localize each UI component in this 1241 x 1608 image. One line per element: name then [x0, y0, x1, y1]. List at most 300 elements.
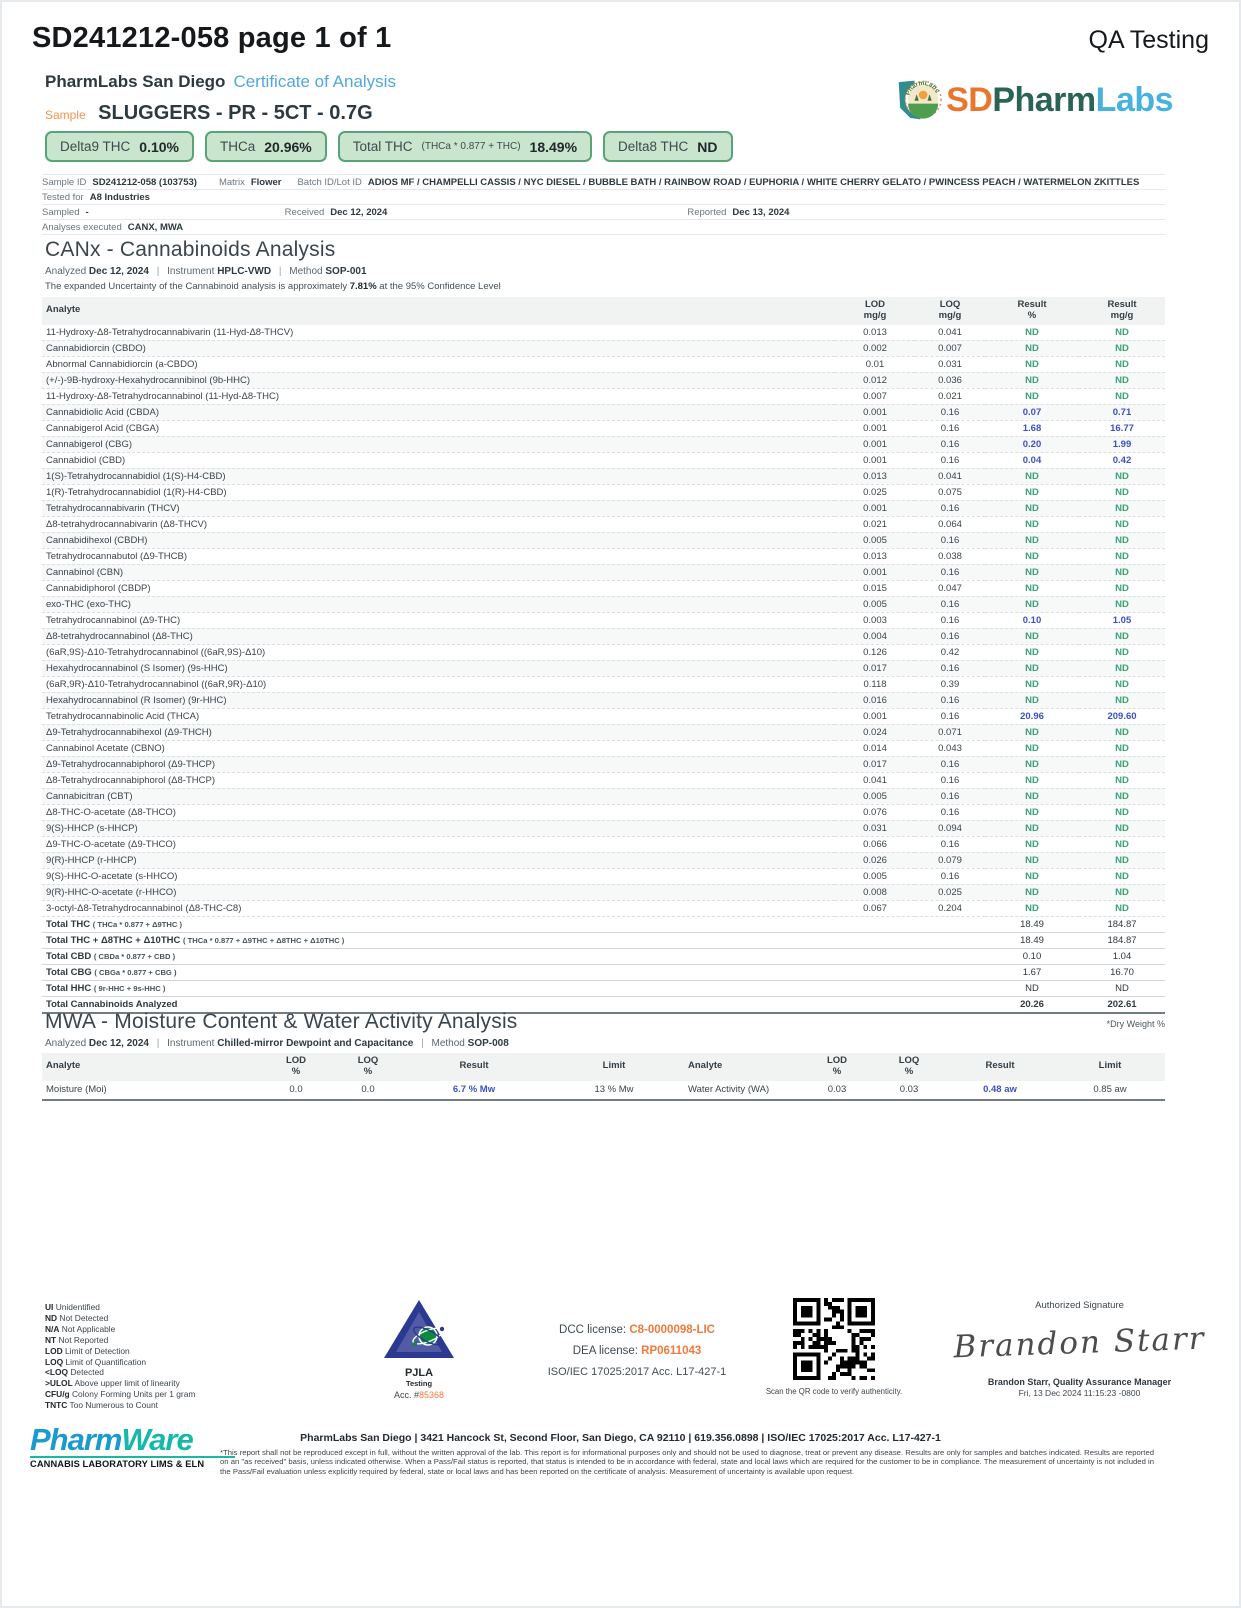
total-result-mgg-cell: 1.04 — [1079, 948, 1165, 964]
legend-abbr: CFU/g — [45, 1389, 70, 1400]
instrument-value: Chilled-mirror Dewpoint and Capacitance — [217, 1038, 414, 1049]
total-result-pct-cell: 20.26 — [985, 996, 1079, 1013]
qr-caption: Scan the QR code to verify authenticity. — [765, 1387, 903, 1396]
result-pct-cell: ND — [985, 340, 1079, 356]
result-pct-cell: ND — [985, 325, 1079, 341]
analyte-row — [42, 372, 1165, 388]
authorized-signature-label: Authorized Signature — [1035, 1300, 1124, 1311]
lod-cell: 0.004 — [835, 628, 915, 644]
analyte-row — [42, 708, 1165, 724]
loq-cell: 0.16 — [915, 692, 985, 708]
legend-item: ND Not Detected — [45, 1312, 109, 1323]
result-mgg-cell: ND — [1079, 548, 1165, 564]
lod-cell: 0.005 — [835, 596, 915, 612]
license-block — [507, 1324, 767, 1378]
analyte-name-cell: (+/-)-9B-hydroxy-Hexahydrocannibinol (9b-HHC) — [42, 372, 835, 388]
signature-block — [947, 1300, 1212, 1398]
signer-name-title: Brandon Starr, Quality Assurance Manager — [987, 1377, 1172, 1387]
tested-for-value: A8 Industries — [89, 191, 150, 203]
result-pct-cell: 1.68 — [985, 420, 1079, 436]
water-activity-limit: 0.85 aw — [1055, 1081, 1165, 1100]
certificate-of-analysis-label: Certificate of Analysis — [233, 72, 396, 91]
total-result-pct-cell: 0.10 — [985, 948, 1079, 964]
total-result-pct-cell: 18.49 — [985, 916, 1079, 932]
loq-cell: 0.204 — [915, 900, 985, 916]
analyte-name-cell: Δ8-THC-O-acetate (Δ8-THCO) — [42, 804, 835, 820]
lod-cell: 0.025 — [835, 484, 915, 500]
sample-title-line — [45, 102, 373, 125]
analyte-name-cell: 1(S)-Tetrahydrocannabidiol (1(S)-H4-CBD) — [42, 468, 835, 484]
uncertainty-post: at the 95% Confidence Level — [376, 281, 501, 292]
legend-abbr: ND — [45, 1312, 58, 1323]
lod-cell: 0.021 — [835, 516, 915, 532]
analyte-name-cell: (6aR,9R)-Δ10-Tetrahydrocannabinol ((6aR,9R)-Δ10) — [42, 676, 835, 692]
total-row — [42, 980, 1165, 996]
loq-cell: 0.041 — [915, 325, 985, 341]
sample-info-row-1 — [42, 174, 1165, 190]
result-mgg-cell: 0.71 — [1079, 404, 1165, 420]
separator: | — [156, 1038, 160, 1049]
result-mgg-cell: ND — [1079, 900, 1165, 916]
analyte-row — [42, 820, 1165, 836]
report-disclaimer: *This report shall not be reproduced except in full, without the written approval of the lab. This report is for informational purposes only and should not be used to diagnose, treat or prevent any disease. Results are only for samples and batches indicated. Results are reported on an "as received" basis, unless indicated otherwise. When a Pass/Fail status is reported, that status is intended to be in accordance with federal, state and local laws which are required for the customer to be in compliance. The measurement of uncertainty is not included in the Pass/Fail evaluation unless explicitly required by federal, state or local laws and has been reported on the certificate of analysis. Measurement of uncertainty is available upon request. — [220, 1448, 1154, 1476]
instrument-label: Instrument — [167, 266, 215, 277]
result-mgg-cell: ND — [1079, 356, 1165, 372]
reported-label: Reported — [687, 206, 727, 218]
pharmware-part1: Pharm — [30, 1422, 122, 1457]
analyte-name-cell: Cannabidiorcin (CBDO) — [42, 340, 835, 356]
result-mgg-cell: ND — [1079, 644, 1165, 660]
analyte-name-cell: Cannabigerol (CBG) — [42, 436, 835, 452]
result-pct-cell: ND — [985, 628, 1079, 644]
brand-wordmark — [946, 81, 1173, 120]
analyte-name-cell: 9(S)-HHC-O-acetate (s-HHCO) — [42, 868, 835, 884]
cannabinoids-section — [42, 238, 1165, 1029]
result-pct-cell: ND — [985, 660, 1079, 676]
instrument-value: HPLC-VWD — [217, 266, 272, 277]
analyte-row — [42, 644, 1165, 660]
loq-cell: 0.39 — [915, 676, 985, 692]
lod-cell: 0.017 — [835, 756, 915, 772]
loq-cell: 0.42 — [915, 644, 985, 660]
badge-label: THCa — [219, 139, 256, 154]
result-mgg-cell: ND — [1079, 692, 1165, 708]
pjla-accreditation-block — [364, 1298, 474, 1400]
analyses-value: CANX, MWA — [127, 221, 184, 233]
empty-cell — [915, 932, 985, 948]
analyte-row — [42, 612, 1165, 628]
result-mgg-cell: ND — [1079, 596, 1165, 612]
loq-cell: 0.031 — [915, 356, 985, 372]
empty-cell — [835, 964, 915, 980]
lod-cell: 0.017 — [835, 660, 915, 676]
brand-sd: SD — [946, 80, 993, 119]
water-activity-analyte: Water Activity (WA) — [684, 1081, 801, 1100]
col-loq: LOQ mg/g — [915, 297, 985, 325]
water-activity-loq: 0.03 — [873, 1081, 945, 1100]
col-limit-2: Limit — [1055, 1053, 1165, 1081]
uncertainty-value: 7.81% — [349, 281, 377, 292]
moisture-rows — [42, 1081, 1165, 1100]
uncertainty-pre: The expanded Uncertainty of the Cannabinoid analysis is approximately — [45, 281, 350, 292]
analyte-row — [42, 356, 1165, 372]
moisture-lod: 0.0 — [260, 1081, 332, 1100]
result-pct-cell: ND — [985, 644, 1079, 660]
dry-weight-note: *Dry Weight % — [1106, 1018, 1165, 1029]
lod-cell: 0.031 — [835, 820, 915, 836]
lod-cell: 0.076 — [835, 804, 915, 820]
lod-cell: 0.041 — [835, 772, 915, 788]
result-mgg-cell: ND — [1079, 772, 1165, 788]
result-mgg-cell: ND — [1079, 756, 1165, 772]
result-pct-cell: ND — [985, 532, 1079, 548]
analyte-name-cell: 1(R)-Tetrahydrocannabidiol (1(R)-H4-CBD) — [42, 484, 835, 500]
method-value: SOP-008 — [467, 1038, 509, 1049]
lod-cell: 0.002 — [835, 340, 915, 356]
abbreviation-legend — [45, 1302, 195, 1411]
pharmware-logo — [30, 1422, 235, 1469]
lod-cell: 0.001 — [835, 404, 915, 420]
lod-cell: 0.001 — [835, 708, 915, 724]
sample-info-row-2 — [42, 190, 1165, 205]
result-pct-cell: ND — [985, 692, 1079, 708]
cannabinoids-rows — [42, 325, 1165, 917]
result-mgg-cell: ND — [1079, 516, 1165, 532]
analyte-row — [42, 804, 1165, 820]
moisture-section — [42, 1010, 1165, 1101]
iso-accreditation: ISO/IEC 17025:2017 Acc. L17-427-1 — [547, 1366, 727, 1378]
result-mgg-cell: ND — [1079, 340, 1165, 356]
analyte-name-cell: 11-Hydroxy-Δ8-Tetrahydrocannabinol (11-Hyd-Δ8-THC) — [42, 388, 835, 404]
total-result-mgg-cell: 16.70 — [1079, 964, 1165, 980]
analyte-name-cell: (6aR,9S)-Δ10-Tetrahydrocannabinol ((6aR,9S)-Δ10) — [42, 644, 835, 660]
analyte-row — [42, 772, 1165, 788]
matrix-label: Matrix — [218, 176, 245, 188]
lod-cell: 0.001 — [835, 436, 915, 452]
badge-value: 18.49% — [529, 138, 578, 155]
loq-cell: 0.075 — [915, 484, 985, 500]
loq-cell: 0.16 — [915, 404, 985, 420]
loq-cell: 0.16 — [915, 564, 985, 580]
col-result-pct: Result % — [985, 297, 1079, 325]
loq-cell: 0.047 — [915, 580, 985, 596]
analyte-name-cell: Δ9-THC-O-acetate (Δ9-THCO) — [42, 836, 835, 852]
result-mgg-cell: ND — [1079, 836, 1165, 852]
moisture-loq: 0.0 — [332, 1081, 404, 1100]
result-pct-cell: ND — [985, 804, 1079, 820]
analyzed-value: Dec 12, 2024 — [88, 266, 149, 277]
lod-cell: 0.012 — [835, 372, 915, 388]
analyte-name-cell: 3-octyl-Δ8-Tetrahydrocannabinol (Δ8-THC-C8) — [42, 900, 835, 916]
badge-value: ND — [697, 138, 718, 155]
result-pct-cell: 20.96 — [985, 708, 1079, 724]
analyte-row — [42, 788, 1165, 804]
legend-item: LOQ Limit of Quantification — [45, 1356, 147, 1367]
result-mgg-cell: ND — [1079, 788, 1165, 804]
analyte-name-cell: Tetrahydrocannabivarin (THCV) — [42, 500, 835, 516]
empty-cell — [835, 916, 915, 932]
loq-cell: 0.16 — [915, 532, 985, 548]
result-mgg-cell: 0.42 — [1079, 452, 1165, 468]
received-value: Dec 12, 2024 — [330, 206, 388, 218]
method-value: SOP-001 — [325, 266, 367, 277]
analyte-row — [42, 900, 1165, 916]
pjla-name: PJLA — [404, 1367, 434, 1379]
result-pct-cell: ND — [985, 564, 1079, 580]
dea-license — [507, 1345, 767, 1357]
tested-for-label: Tested for — [42, 191, 84, 203]
badge-delta8-thc — [603, 131, 733, 162]
loq-cell: 0.021 — [915, 388, 985, 404]
result-pct-cell: ND — [985, 356, 1079, 372]
loq-cell: 0.16 — [915, 708, 985, 724]
analyte-name-cell: Tetrahydrocannabinolic Acid (THCA) — [42, 708, 835, 724]
method-label: Method — [431, 1038, 465, 1049]
result-mgg-cell: ND — [1079, 325, 1165, 341]
moisture-meta — [45, 1038, 1165, 1049]
result-mgg-cell: ND — [1079, 868, 1165, 884]
badge-value: 20.96% — [264, 138, 312, 155]
lod-cell: 0.015 — [835, 580, 915, 596]
pharmlabs-emblem-icon — [893, 61, 946, 139]
pjla-acc-label: Acc. # — [393, 1390, 419, 1400]
legend-item: UI Unidentified — [45, 1302, 100, 1312]
received-label: Received — [284, 206, 325, 218]
result-pct-cell: ND — [985, 372, 1079, 388]
empty-cell — [915, 916, 985, 932]
analyte-row — [42, 628, 1165, 644]
result-pct-cell: ND — [985, 596, 1079, 612]
badge-total-thc — [338, 131, 592, 162]
result-mgg-cell: ND — [1079, 884, 1165, 900]
analyte-row — [42, 756, 1165, 772]
lab-name: PharmLabs San Diego — [45, 72, 226, 91]
signature-script: Brandon Starr — [952, 1320, 1207, 1366]
pharmware-wordmark — [30, 1422, 235, 1458]
legend-item: <LOQ Detected — [45, 1367, 104, 1378]
col-loq-2: LOQ % — [873, 1053, 945, 1081]
result-mgg-cell: ND — [1079, 804, 1165, 820]
legend-item: NT Not Reported — [45, 1334, 109, 1345]
loq-cell: 0.064 — [915, 516, 985, 532]
summary-badges — [45, 131, 733, 162]
dea-license-value: RP0611043 — [641, 1345, 702, 1357]
analyte-name-cell: Tetrahydrocannabutol (Δ9-THCB) — [42, 548, 835, 564]
col-lod-2: LOD % — [801, 1053, 873, 1081]
analyte-name-cell: Δ8-Tetrahydrocannabiphorol (Δ8-THCP) — [42, 772, 835, 788]
total-result-mgg-cell: ND — [1079, 980, 1165, 996]
analyte-name-cell: Cannabidihexol (CBDH) — [42, 532, 835, 548]
col-result: Result — [404, 1053, 544, 1081]
sample-id-label: Sample ID — [42, 176, 87, 188]
legend-abbr: LOQ — [45, 1356, 64, 1367]
result-pct-cell: ND — [985, 388, 1079, 404]
moisture-section-title: MWA - Moisture Content & Water Activity Analysis — [45, 1010, 518, 1033]
water-activity-lod: 0.03 — [801, 1081, 873, 1100]
legend-item: CFU/g Colony Forming Units per 1 gram — [45, 1389, 196, 1400]
reported-value: Dec 13, 2024 — [732, 206, 790, 218]
lab-title-line — [45, 72, 396, 92]
pjla-sub: Testing — [405, 1379, 433, 1388]
result-mgg-cell: ND — [1079, 580, 1165, 596]
result-mgg-cell: ND — [1079, 564, 1165, 580]
lod-cell: 0.013 — [835, 548, 915, 564]
result-pct-cell: 0.04 — [985, 452, 1079, 468]
total-result-mgg-cell: 202.61 — [1079, 996, 1165, 1013]
result-pct-cell: ND — [985, 820, 1079, 836]
analyte-row — [42, 580, 1165, 596]
loq-cell: 0.16 — [915, 836, 985, 852]
lod-cell: 0.013 — [835, 325, 915, 341]
sample-label: Sample — [45, 108, 86, 122]
sample-id-value: SD241212-058 (103753) — [92, 176, 197, 188]
analyzed-label: Analyzed — [45, 1038, 87, 1049]
lod-cell: 0.001 — [835, 452, 915, 468]
cannabinoids-table-header — [42, 297, 1165, 325]
result-pct-cell: 0.10 — [985, 612, 1079, 628]
lod-cell: 0.067 — [835, 900, 915, 916]
analyte-name-cell: Abnormal Cannabidiorcin (a-CBDO) — [42, 356, 835, 372]
analyte-row — [42, 516, 1165, 532]
lod-cell: 0.01 — [835, 356, 915, 372]
dea-license-label: DEA license: — [572, 1345, 642, 1357]
result-pct-cell: ND — [985, 500, 1079, 516]
pjla-accreditation-number — [364, 1390, 474, 1400]
legend-abbr: TNTC — [45, 1400, 68, 1411]
total-label-cell: Total CBG ( CBGa * 0.877 + CBG ) — [42, 964, 835, 980]
analyte-name-cell: 9(R)-HHC-O-acetate (r-HHCO) — [42, 884, 835, 900]
brand-labs: Labs — [1095, 80, 1173, 119]
total-result-pct-cell: 18.49 — [985, 932, 1079, 948]
loq-cell: 0.043 — [915, 740, 985, 756]
result-pct-cell: ND — [985, 772, 1079, 788]
analyte-row — [42, 660, 1165, 676]
analyte-name-cell: Cannabidiolic Acid (CBDA) — [42, 404, 835, 420]
analyte-name-cell: Cannabicitran (CBT) — [42, 788, 835, 804]
analyte-row — [42, 388, 1165, 404]
result-pct-cell: ND — [985, 724, 1079, 740]
legend-abbr: >ULOL — [45, 1378, 73, 1389]
water-activity-result: 0.48 aw — [945, 1081, 1055, 1100]
total-row — [42, 964, 1165, 980]
total-row — [42, 932, 1165, 948]
result-pct-cell: ND — [985, 580, 1079, 596]
moisture-row — [42, 1081, 1165, 1100]
uncertainty-note — [45, 281, 1165, 292]
analyte-name-cell: 9(R)-HHCP (r-HHCP) — [42, 852, 835, 868]
col-analyte: Analyte — [42, 297, 835, 325]
result-pct-cell: ND — [985, 516, 1079, 532]
badge-value: 0.10% — [139, 138, 179, 155]
analyses-label: Analyses executed — [42, 221, 122, 233]
lod-cell: 0.005 — [835, 868, 915, 884]
total-result-pct-cell: 1.67 — [985, 964, 1079, 980]
col-analyte: Analyte — [42, 1053, 260, 1081]
cannabinoids-totals — [42, 916, 1165, 1013]
lod-cell: 0.005 — [835, 788, 915, 804]
analyte-name-cell: Hexahydrocannabinol (S Isomer) (9s-HHC) — [42, 660, 835, 676]
loq-cell: 0.16 — [915, 596, 985, 612]
lod-cell: 0.126 — [835, 644, 915, 660]
result-mgg-cell: 1.05 — [1079, 612, 1165, 628]
sample-name: SLUGGERS - PR - 5CT - 0.7G — [98, 102, 373, 124]
analyte-name-cell: Cannabigerol Acid (CBGA) — [42, 420, 835, 436]
result-pct-cell: 0.07 — [985, 404, 1079, 420]
loq-cell: 0.16 — [915, 500, 985, 516]
dcc-license — [507, 1324, 767, 1336]
lab-address-line: PharmLabs San Diego | 3421 Hancock St, Second Floor, San Diego, CA 92110 | 619.356.0898 | ISO/IEC 17025:2017 Acc. L17-427-1 — [300, 1432, 941, 1444]
analyte-row — [42, 596, 1165, 612]
legend-abbr: <LOQ — [45, 1367, 69, 1378]
pharmware-subtitle: CANNABIS LABORATORY LIMS & ELN — [30, 1456, 235, 1469]
result-pct-cell: ND — [985, 484, 1079, 500]
sample-info-table — [42, 174, 1165, 235]
moisture-limit: 13 % Mw — [544, 1081, 684, 1100]
moisture-result: 6.7 % Mw — [404, 1081, 544, 1100]
loq-cell: 0.16 — [915, 788, 985, 804]
analyte-row — [42, 724, 1165, 740]
total-label-cell: Total Cannabinoids Analyzed — [42, 996, 835, 1013]
cannabinoids-table — [42, 297, 1165, 1014]
result-mgg-cell: ND — [1079, 820, 1165, 836]
lod-cell: 0.008 — [835, 884, 915, 900]
loq-cell: 0.036 — [915, 372, 985, 388]
total-formula: ( THCa * 0.877 + Δ9THC + Δ8THC + Δ10THC ) — [183, 935, 345, 945]
analyte-name-cell: 11-Hydroxy-Δ8-Tetrahydrocannabivarin (11-Hyd-Δ8-THCV) — [42, 325, 835, 341]
result-pct-cell: ND — [985, 740, 1079, 756]
dcc-license-label: DCC license: — [559, 1324, 630, 1336]
result-pct-cell: ND — [985, 788, 1079, 804]
loq-cell: 0.16 — [915, 436, 985, 452]
lod-cell: 0.001 — [835, 564, 915, 580]
result-mgg-cell: ND — [1079, 388, 1165, 404]
result-mgg-cell: ND — [1079, 500, 1165, 516]
legend-abbr: UI — [45, 1302, 54, 1312]
loq-cell: 0.094 — [915, 820, 985, 836]
analyte-row — [42, 452, 1165, 468]
col-loq: LOQ % — [332, 1053, 404, 1081]
analyte-row — [42, 564, 1165, 580]
lod-cell: 0.118 — [835, 676, 915, 692]
sampled-value: - — [85, 206, 89, 218]
result-mgg-cell: ND — [1079, 484, 1165, 500]
loq-cell: 0.038 — [915, 548, 985, 564]
analyte-row — [42, 404, 1165, 420]
result-pct-cell: ND — [985, 884, 1079, 900]
legend-item: N/A Not Applicable — [45, 1323, 116, 1334]
result-mgg-cell: 1.99 — [1079, 436, 1165, 452]
col-lod: LOD % — [260, 1053, 332, 1081]
qa-testing-label: QA Testing — [1088, 26, 1209, 54]
total-formula: ( 9r-HHC + 9s-HHC ) — [93, 983, 166, 993]
lod-cell: 0.024 — [835, 724, 915, 740]
legend-item: LOD Limit of Detection — [45, 1345, 130, 1356]
analyte-name-cell: Δ9-Tetrahydrocannabihexol (Δ9-THCH) — [42, 724, 835, 740]
loq-cell: 0.16 — [915, 772, 985, 788]
result-pct-cell: ND — [985, 900, 1079, 916]
lod-cell: 0.016 — [835, 692, 915, 708]
lod-cell: 0.013 — [835, 468, 915, 484]
empty-cell — [835, 932, 915, 948]
moisture-analyte: Moisture (Moi) — [42, 1081, 260, 1100]
analyte-row — [42, 468, 1165, 484]
analyte-row — [42, 676, 1165, 692]
analyte-row — [42, 325, 1165, 341]
empty-cell — [915, 964, 985, 980]
badge-formula: (THCa * 0.877 + THC) — [421, 141, 521, 152]
result-mgg-cell: ND — [1079, 468, 1165, 484]
analyte-name-cell: Hexahydrocannabinol (R Isomer) (9r-HHC) — [42, 692, 835, 708]
